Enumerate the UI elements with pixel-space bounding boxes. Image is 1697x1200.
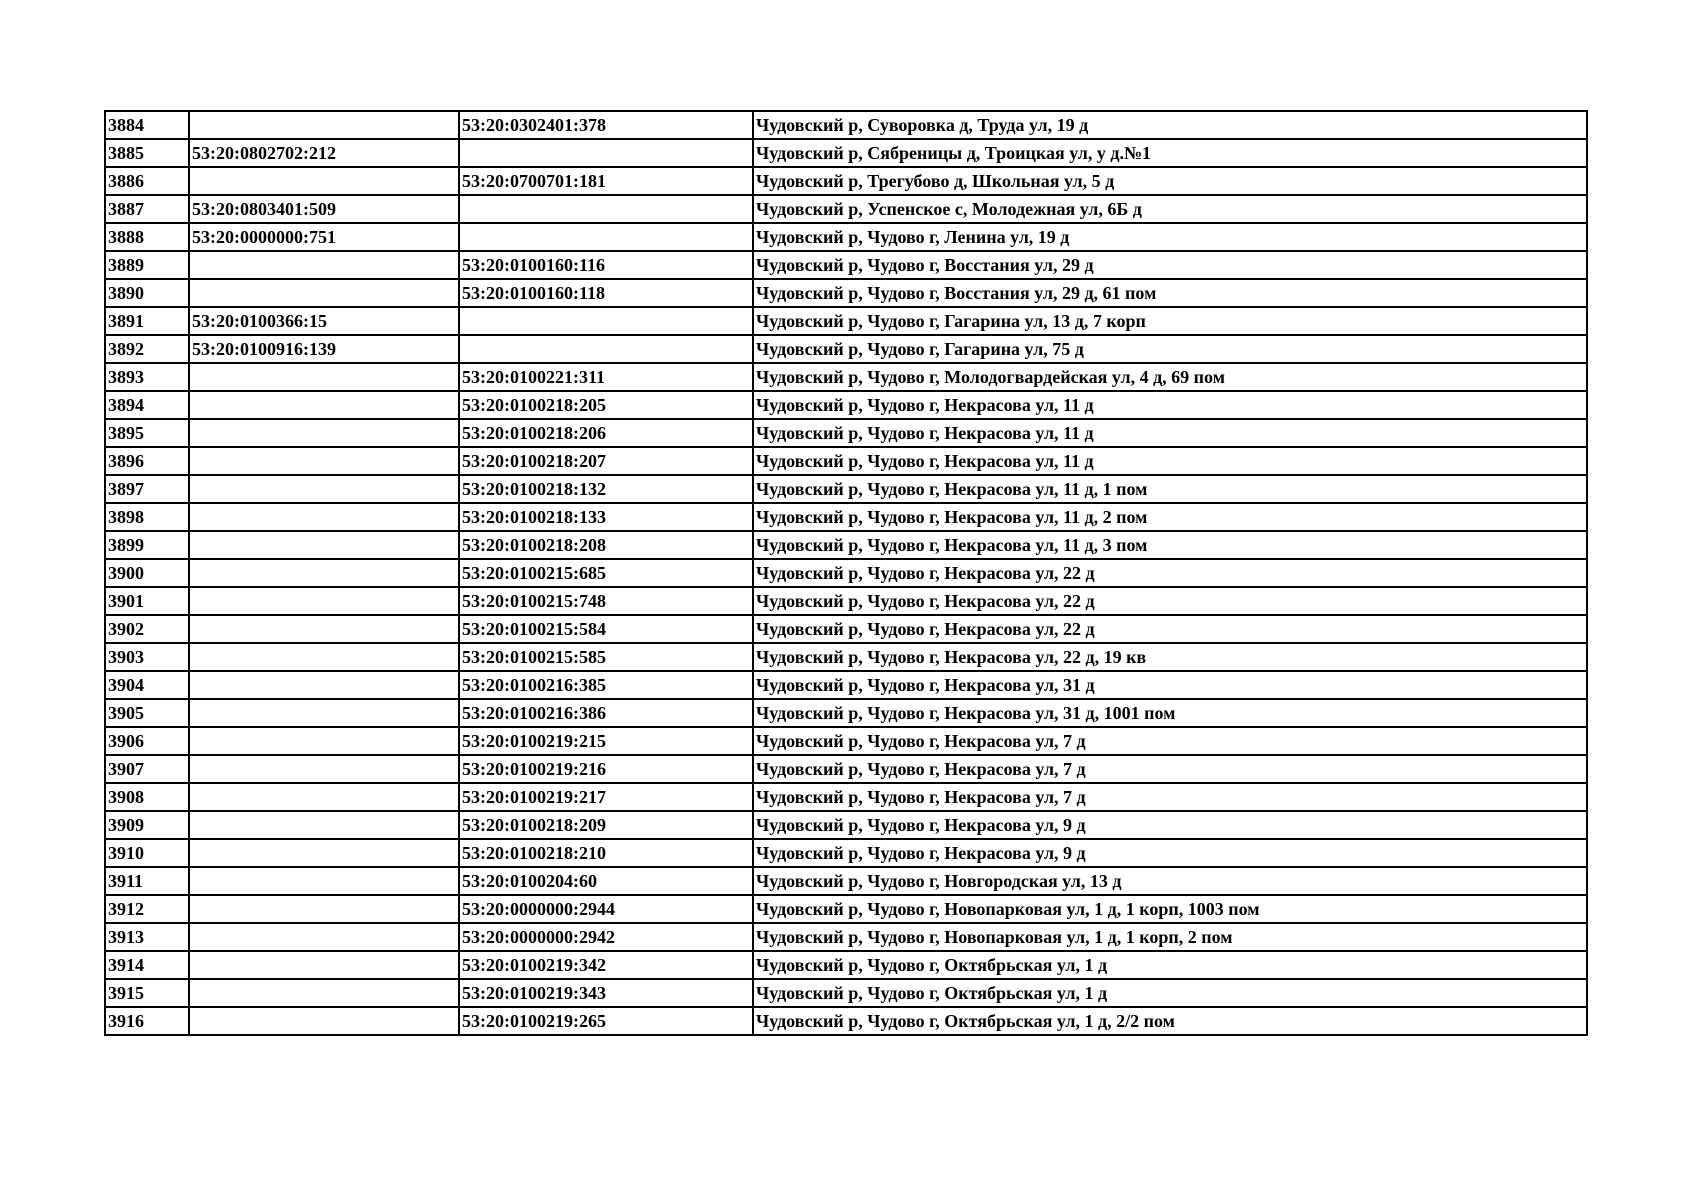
cadastral-land-cell: [189, 867, 459, 895]
cadastral-object-cell: 53:20:0700701:181: [459, 167, 753, 195]
address-cell: Чудовский р, Чудово г, Гагарина ул, 75 д: [753, 335, 1587, 363]
cadastral-land-cell: [189, 587, 459, 615]
address-cell: Чудовский р, Чудово г, Некрасова ул, 11 д: [753, 391, 1587, 419]
cadastral-object-cell: 53:20:0100215:748: [459, 587, 753, 615]
cadastral-object-cell: 53:20:0100219:216: [459, 755, 753, 783]
cadastral-land-cell: [189, 727, 459, 755]
table-row: [105, 923, 1587, 951]
table-row: [105, 979, 1587, 1007]
row-number-cell: 3914: [105, 951, 189, 979]
address-cell: Чудовский р, Чудово г, Некрасова ул, 11 д: [753, 447, 1587, 475]
address-cell: Чудовский р, Успенское с, Молодежная ул, 6Б д: [753, 195, 1587, 223]
cadastral-object-cell: 53:20:0100216:385: [459, 671, 753, 699]
table-row: [105, 195, 1587, 223]
cadastral-object-cell: 53:20:0000000:2942: [459, 923, 753, 951]
cadastral-object-cell: 53:20:0100218:210: [459, 839, 753, 867]
address-cell: Чудовский р, Чудово г, Гагарина ул, 13 д, 7 корп: [753, 307, 1587, 335]
cadastral-object-cell: [459, 335, 753, 363]
address-cell: Чудовский р, Чудово г, Некрасова ул, 7 д: [753, 755, 1587, 783]
table-row: [105, 727, 1587, 755]
row-number-cell: 3896: [105, 447, 189, 475]
cadastral-land-cell: 53:20:0802702:212: [189, 139, 459, 167]
cadastral-land-cell: [189, 531, 459, 559]
cadastral-object-cell: 53:20:0100218:208: [459, 531, 753, 559]
cadastral-land-cell: [189, 811, 459, 839]
cadastral-land-cell: [189, 419, 459, 447]
cadastral-land-cell: [189, 251, 459, 279]
cadastral-object-cell: [459, 139, 753, 167]
cadastral-object-cell: 53:20:0100218:132: [459, 475, 753, 503]
cadastral-land-cell: [189, 783, 459, 811]
row-number-cell: 3899: [105, 531, 189, 559]
row-number-cell: 3907: [105, 755, 189, 783]
address-cell: Чудовский р, Чудово г, Новгородская ул, 13 д: [753, 867, 1587, 895]
cadastral-land-cell: 53:20:0100366:15: [189, 307, 459, 335]
address-cell: Чудовский р, Чудово г, Некрасова ул, 22 д: [753, 587, 1587, 615]
cadastral-land-cell: [189, 1007, 459, 1035]
row-number-cell: 3901: [105, 587, 189, 615]
cadastral-object-cell: [459, 195, 753, 223]
address-cell: Чудовский р, Трегубово д, Школьная ул, 5 д: [753, 167, 1587, 195]
row-number-cell: 3891: [105, 307, 189, 335]
cadastral-land-cell: [189, 839, 459, 867]
table-row: [105, 559, 1587, 587]
address-cell: Чудовский р, Чудово г, Некрасова ул, 9 д: [753, 839, 1587, 867]
table-row: [105, 671, 1587, 699]
address-cell: Чудовский р, Чудово г, Некрасова ул, 22 д, 19 кв: [753, 643, 1587, 671]
table-row: [105, 699, 1587, 727]
row-number-cell: 3894: [105, 391, 189, 419]
row-number-cell: 3888: [105, 223, 189, 251]
cadastral-object-cell: 53:20:0100218:205: [459, 391, 753, 419]
table-row: [105, 419, 1587, 447]
cadastral-object-cell: 53:20:0000000:2944: [459, 895, 753, 923]
cadastral-land-cell: [189, 475, 459, 503]
table-row: [105, 139, 1587, 167]
cadastral-land-cell: 53:20:0100916:139: [189, 335, 459, 363]
row-number-cell: 3904: [105, 671, 189, 699]
address-cell: Чудовский р, Чудово г, Восстания ул, 29 д, 61 пом: [753, 279, 1587, 307]
cadastral-object-cell: 53:20:0100221:311: [459, 363, 753, 391]
cadastral-land-cell: [189, 895, 459, 923]
cadastral-object-cell: 53:20:0100216:386: [459, 699, 753, 727]
address-cell: Чудовский р, Чудово г, Молодогвардейская ул, 4 д, 69 пом: [753, 363, 1587, 391]
address-cell: Чудовский р, Чудово г, Некрасова ул, 7 д: [753, 783, 1587, 811]
address-cell: Чудовский р, Чудово г, Некрасова ул, 11 д, 1 пом: [753, 475, 1587, 503]
row-number-cell: 3892: [105, 335, 189, 363]
address-cell: Чудовский р, Чудово г, Октябрьская ул, 1 д: [753, 979, 1587, 1007]
cadastral-land-cell: [189, 615, 459, 643]
row-number-cell: 3889: [105, 251, 189, 279]
cadastral-land-cell: [189, 671, 459, 699]
table-row: [105, 251, 1587, 279]
cadastral-land-cell: [189, 643, 459, 671]
table-row: [105, 531, 1587, 559]
cadastral-object-cell: 53:20:0100219:265: [459, 1007, 753, 1035]
table-row: [105, 447, 1587, 475]
cadastral-land-cell: 53:20:0803401:509: [189, 195, 459, 223]
row-number-cell: 3903: [105, 643, 189, 671]
address-cell: Чудовский р, Чудово г, Некрасова ул, 11 д, 2 пом: [753, 503, 1587, 531]
cadastral-land-cell: [189, 951, 459, 979]
address-cell: Чудовский р, Чудово г, Некрасова ул, 11 д: [753, 419, 1587, 447]
address-cell: Чудовский р, Чудово г, Некрасова ул, 22 д: [753, 559, 1587, 587]
address-cell: Чудовский р, Чудово г, Некрасова ул, 31 д: [753, 671, 1587, 699]
cadastral-object-cell: 53:20:0100219:342: [459, 951, 753, 979]
table-row: [105, 307, 1587, 335]
row-number-cell: 3895: [105, 419, 189, 447]
address-cell: Чудовский р, Чудово г, Некрасова ул, 9 д: [753, 811, 1587, 839]
address-cell: Чудовский р, Чудово г, Октябрьская ул, 1 д, 2/2 пом: [753, 1007, 1587, 1035]
cadastral-land-cell: [189, 111, 459, 139]
table-row: [105, 587, 1587, 615]
address-cell: Чудовский р, Чудово г, Некрасова ул, 11 д, 3 пом: [753, 531, 1587, 559]
address-cell: Чудовский р, Сябреницы д, Троицкая ул, у д.№1: [753, 139, 1587, 167]
cadastral-object-cell: 53:20:0100219:217: [459, 783, 753, 811]
cadastral-land-cell: [189, 699, 459, 727]
table-row: [105, 167, 1587, 195]
registry-table-body: [105, 111, 1587, 1035]
table-row: [105, 391, 1587, 419]
table-row: [105, 279, 1587, 307]
address-cell: Чудовский р, Чудово г, Новопарковая ул, 1 д, 1 корп, 2 пом: [753, 923, 1587, 951]
table-row: [105, 643, 1587, 671]
table-row: [105, 895, 1587, 923]
row-number-cell: 3910: [105, 839, 189, 867]
table-row: [105, 615, 1587, 643]
cadastral-land-cell: [189, 167, 459, 195]
cadastral-land-cell: [189, 559, 459, 587]
table-row: [105, 867, 1587, 895]
table-row: [105, 811, 1587, 839]
row-number-cell: 3893: [105, 363, 189, 391]
cadastral-object-cell: 53:20:0100218:207: [459, 447, 753, 475]
cadastral-object-cell: 53:20:0100218:133: [459, 503, 753, 531]
table-row: [105, 475, 1587, 503]
cadastral-land-cell: [189, 447, 459, 475]
row-number-cell: 3906: [105, 727, 189, 755]
row-number-cell: 3913: [105, 923, 189, 951]
row-number-cell: 3902: [105, 615, 189, 643]
row-number-cell: 3890: [105, 279, 189, 307]
row-number-cell: 3886: [105, 167, 189, 195]
cadastral-object-cell: 53:20:0100204:60: [459, 867, 753, 895]
cadastral-land-cell: 53:20:0000000:751: [189, 223, 459, 251]
table-row: [105, 1007, 1587, 1035]
cadastral-object-cell: 53:20:0100160:116: [459, 251, 753, 279]
cadastral-object-cell: 53:20:0100219:215: [459, 727, 753, 755]
cadastral-land-cell: [189, 755, 459, 783]
address-cell: Чудовский р, Чудово г, Некрасова ул, 22 д: [753, 615, 1587, 643]
row-number-cell: 3915: [105, 979, 189, 1007]
cadastral-land-cell: [189, 923, 459, 951]
row-number-cell: 3916: [105, 1007, 189, 1035]
row-number-cell: 3885: [105, 139, 189, 167]
table-row: [105, 755, 1587, 783]
table-row: [105, 839, 1587, 867]
registry-table: [104, 110, 1588, 1036]
address-cell: Чудовский р, Чудово г, Новопарковая ул, 1 д, 1 корп, 1003 пом: [753, 895, 1587, 923]
table-row: [105, 503, 1587, 531]
address-cell: Чудовский р, Чудово г, Октябрьская ул, 1 д: [753, 951, 1587, 979]
cadastral-object-cell: 53:20:0100160:118: [459, 279, 753, 307]
table-row: [105, 783, 1587, 811]
cadastral-land-cell: [189, 391, 459, 419]
cadastral-object-cell: 53:20:0100215:585: [459, 643, 753, 671]
cadastral-object-cell: 53:20:0100219:343: [459, 979, 753, 1007]
row-number-cell: 3898: [105, 503, 189, 531]
row-number-cell: 3897: [105, 475, 189, 503]
table-row: [105, 335, 1587, 363]
row-number-cell: 3909: [105, 811, 189, 839]
address-cell: Чудовский р, Чудово г, Восстания ул, 29 д: [753, 251, 1587, 279]
cadastral-object-cell: 53:20:0302401:378: [459, 111, 753, 139]
address-cell: Чудовский р, Чудово г, Некрасова ул, 31 д, 1001 пом: [753, 699, 1587, 727]
address-cell: Чудовский р, Чудово г, Ленина ул, 19 д: [753, 223, 1587, 251]
cadastral-land-cell: [189, 503, 459, 531]
cadastral-land-cell: [189, 363, 459, 391]
cadastral-land-cell: [189, 979, 459, 1007]
table-row: [105, 363, 1587, 391]
table-row: [105, 951, 1587, 979]
cadastral-object-cell: [459, 223, 753, 251]
cadastral-land-cell: [189, 279, 459, 307]
address-cell: Чудовский р, Суворовка д, Труда ул, 19 д: [753, 111, 1587, 139]
cadastral-object-cell: 53:20:0100215:685: [459, 559, 753, 587]
cadastral-object-cell: 53:20:0100218:206: [459, 419, 753, 447]
row-number-cell: 3912: [105, 895, 189, 923]
cadastral-object-cell: [459, 307, 753, 335]
table-row: [105, 111, 1587, 139]
cadastral-object-cell: 53:20:0100218:209: [459, 811, 753, 839]
row-number-cell: 3911: [105, 867, 189, 895]
row-number-cell: 3887: [105, 195, 189, 223]
row-number-cell: 3900: [105, 559, 189, 587]
row-number-cell: 3905: [105, 699, 189, 727]
row-number-cell: 3884: [105, 111, 189, 139]
cadastral-object-cell: 53:20:0100215:584: [459, 615, 753, 643]
row-number-cell: 3908: [105, 783, 189, 811]
address-cell: Чудовский р, Чудово г, Некрасова ул, 7 д: [753, 727, 1587, 755]
table-row: [105, 223, 1587, 251]
